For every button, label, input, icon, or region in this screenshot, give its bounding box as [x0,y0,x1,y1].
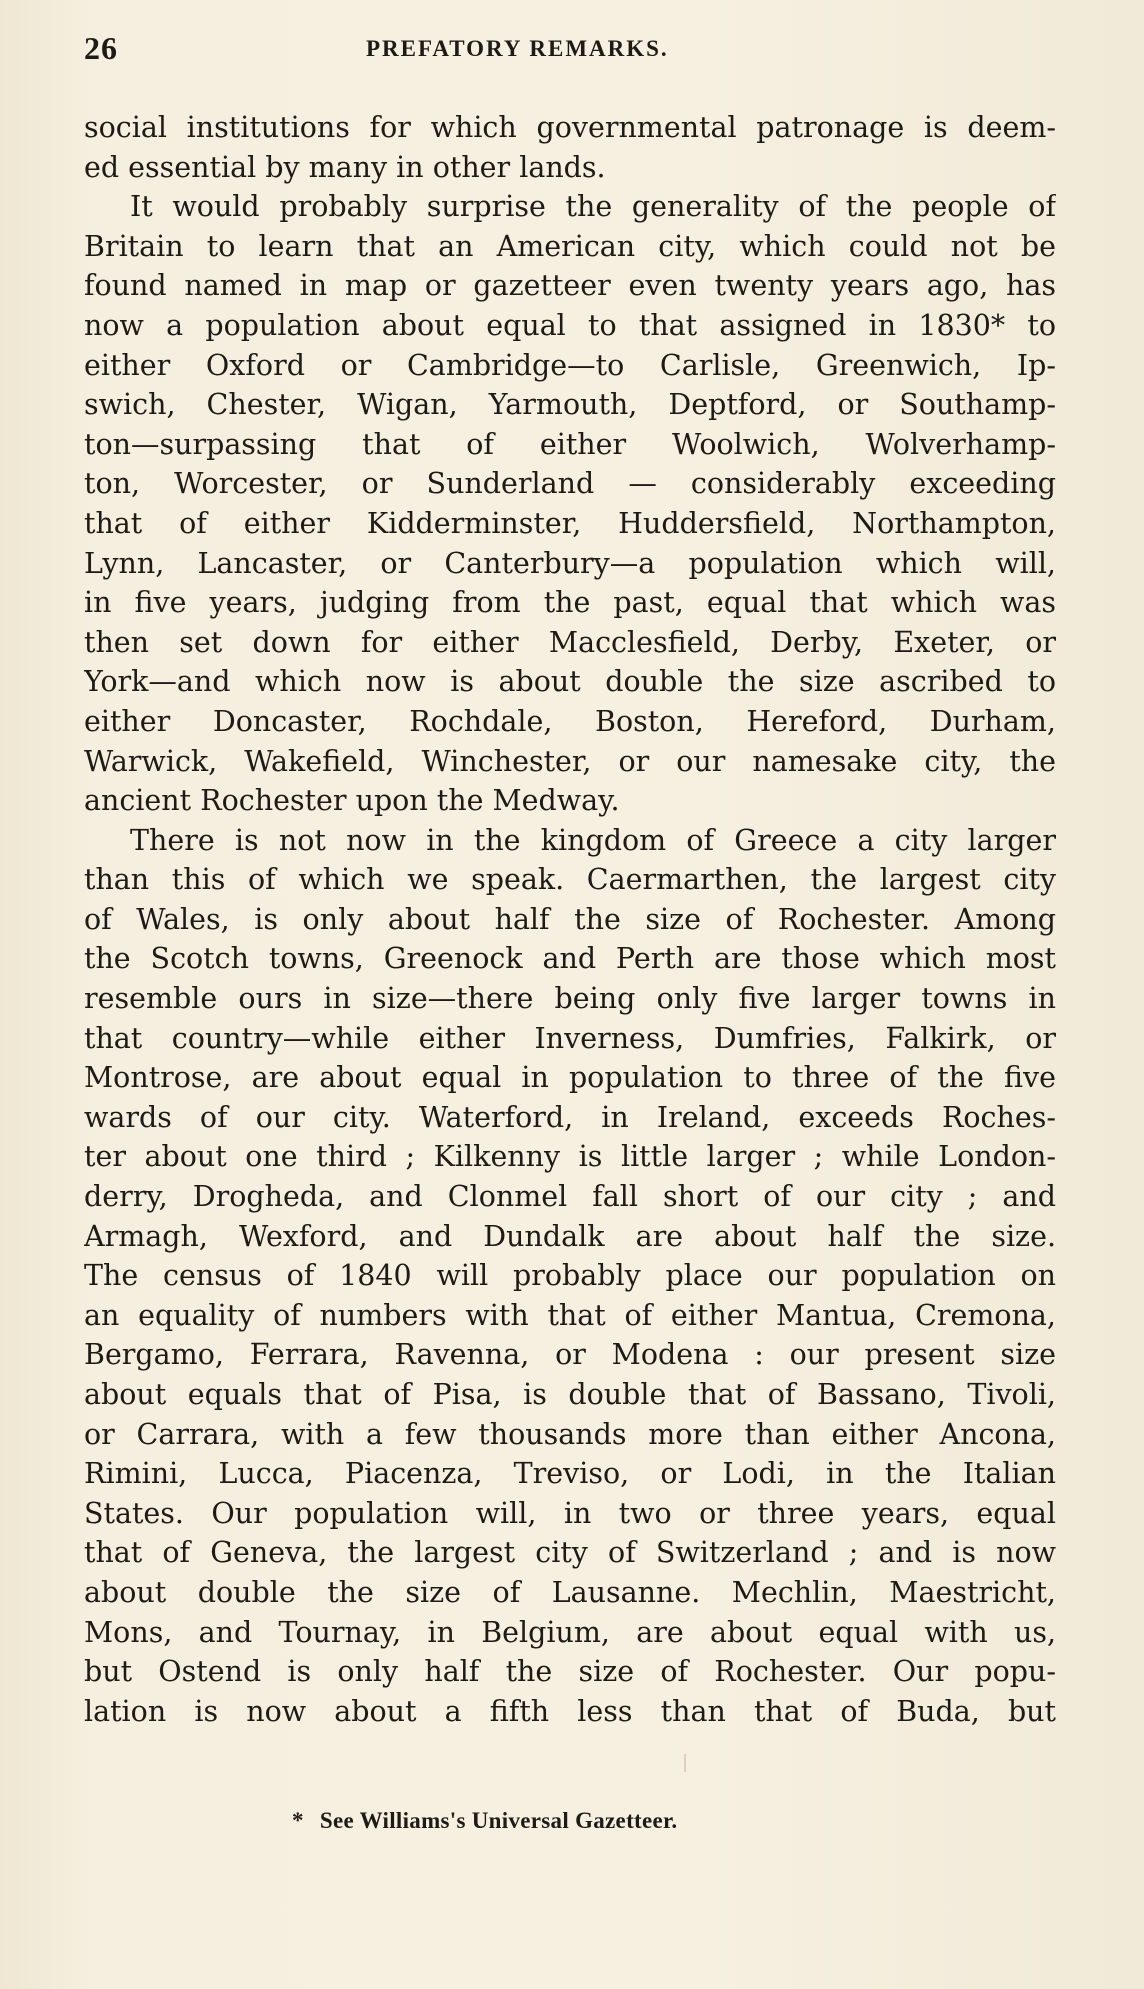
text-line: It would probably surprise the generality of the people of [130,190,1056,224]
body-text [84,108,1056,1731]
text-line: than this of which we speak. Caermarthen, the largest city [84,863,1056,897]
text-line: that of Geneva, the largest city of Switzerland ; and is now [84,1536,1056,1570]
footnote [292,1808,677,1834]
text-line: ton, Worcester, or Sunderland — considerably exceeding [84,467,1056,501]
text-line: Armagh, Wexford, and Dundalk are about half the size. [84,1219,1056,1253]
text-line: York—and which now is about double the size ascribed to [84,665,1056,699]
text-line: swich, Chester, Wigan, Yarmouth, Deptford, or Southamp- [84,388,1056,422]
text-line: Rimini, Lucca, Piacenza, Treviso, or Lodi, in the Italian [84,1457,1056,1491]
text-line: in five years, judging from the past, equal that which was [84,586,1056,620]
text-line: that country—while either Inverness, Dumfries, Falkirk, or [84,1021,1056,1055]
text-line: Warwick, Wakefield, Winchester, or our namesake city, the [84,744,1056,778]
text-line: The census of 1840 will probably place our population on [84,1259,1056,1293]
text-line: Britain to learn that an American city, which could not be [84,229,1056,263]
text-line: ed essential by many in other lands. [84,150,606,184]
text-line: found named in map or gazetteer even twenty years ago, has [84,269,1056,303]
text-line: Mons, and Tournay, in Belgium, are about equal with us, [84,1615,1056,1649]
page-header [84,30,1060,70]
text-line: wards of our city. Waterford, in Ireland, exceeds Roches- [84,1100,1056,1134]
text-line: about equals that of Pisa, is double that of Bassano, Tivoli, [84,1378,1056,1411]
footnote-mark: * [292,1808,304,1833]
text-line: or Carrara, with a few thousands more than either Ancona, [84,1417,1056,1451]
text-line: resemble ours in size—there being only five larger towns in [84,982,1056,1016]
running-head: PREFATORY REMARKS. [366,36,669,61]
text-line: of Wales, is only about half the size of Rochester. Among [84,902,1056,936]
text-line: ancient Rochester upon the Medway. [84,784,620,818]
text-line: There is not now in the kingdom of Greece a city larger [130,823,1056,857]
text-line: lation is now about a fifth less than that of Buda, but [84,1694,1056,1728]
text-line: now a population about equal to that assigned in 1830* to [84,308,1056,342]
print-mark [684,1754,686,1772]
text-line: about double the size of Lausanne. Mechlin, Maestricht, [84,1575,1056,1609]
page-number: 26 [84,30,118,66]
text-line: social institutions for which governmental patronage is deem- [84,111,1056,144]
text-line: ton—surpassing that of either Woolwich, Wolverhamp- [84,427,1056,461]
text-line: the Scotch towns, Greenock and Perth are those which most [84,942,1056,976]
text-line: Bergamo, Ferrara, Ravenna, or Modena : our present size [84,1338,1056,1372]
text-line: but Ostend is only half the size of Rochester. Our popu- [84,1655,1056,1689]
footnote-text: See Williams's Universal Gazetteer. [319,1808,678,1833]
text-line: States. Our population will, in two or three years, equal [84,1496,1056,1530]
text-line: Montrose, are about equal in population to three of the five [84,1061,1056,1095]
text-line: an equality of numbers with that of either Mantua, Cremona, [84,1298,1056,1332]
text-line: then set down for either Macclesfield, Derby, Exeter, or [84,625,1056,659]
text-line: either Doncaster, Rochdale, Boston, Hereford, Durham, [84,704,1056,738]
text-line: ter about one third ; Kilkenny is little larger ; while London- [84,1140,1056,1174]
text-line: either Oxford or Cambridge—to Carlisle, Greenwich, Ip- [84,348,1056,382]
text-line: derry, Drogheda, and Clonmel fall short of our city ; and [84,1180,1056,1214]
text-line: that of either Kidderminster, Huddersfield, Northampton, [84,506,1056,540]
text-line: Lynn, Lancaster, or Canterbury—a population which will, [84,546,1056,580]
